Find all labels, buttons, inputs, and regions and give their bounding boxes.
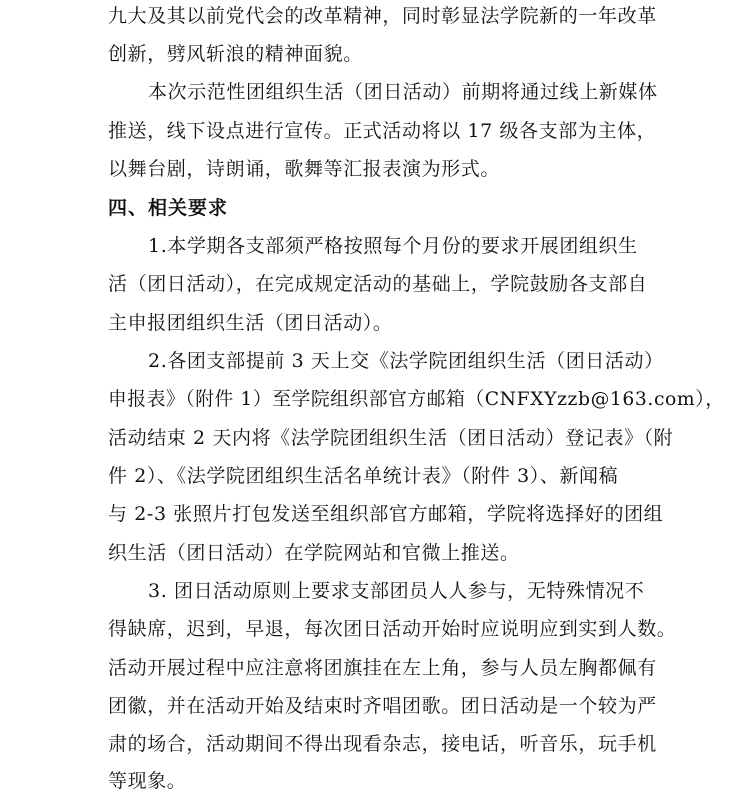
paragraph-start-line: 1.本学期各支部须严格按照每个月份的要求开展团组织生 (148, 235, 638, 257)
text-line: 以舞台剧，诗朗诵，歌舞等汇报表演为形式。 (108, 158, 501, 180)
text-line: 申报表》（附件 1）至学院组织部官方邮箱（CNFXYzzb@163.com）， (108, 388, 725, 410)
paragraph-start-line: 3. 团日活动原则上要求支部团员人人参与，无特殊情况不 (148, 580, 645, 602)
text-line: 创新，劈风斩浪的精神面貌。 (108, 43, 363, 65)
text-line: 织生活（团日活动）在学院网站和官微上推送。 (108, 542, 520, 564)
text-line: 活动开展过程中应注意将团旗挂在左上角，参与人员左胸都佩有 (108, 657, 657, 679)
text-line: 与 2-3 张照片打包发送至组织部官方邮箱，学院将选择好的团组 (108, 503, 664, 525)
text-line: 件 2）、《法学院团组织生活名单统计表》（附件 3）、新闻稿 (108, 465, 619, 487)
text-line: 九大及其以前党代会的改革精神，同时彰显法学院新的一年改革 (108, 5, 657, 27)
paragraph-start-line: 2.各团支部提前 3 天上交《法学院团组织生活（团日活动） (148, 350, 664, 372)
text-line: 活动结束 2 天内将《法学院团组织生活（团日活动）登记表》（附 (108, 427, 674, 449)
text-line: 主申报团组织生活（团日活动）。 (108, 312, 393, 334)
text-line: 推送，线下设点进行宣传。正式活动将以 17 级各支部为主体， (108, 120, 657, 142)
section-heading: 四、相关要求 (108, 197, 229, 219)
text-line: 活（团日活动），在完成规定活动的基础上，学院鼓励各支部自 (108, 273, 648, 295)
paragraph-start-line: 本次示范性团组织生活（团日活动）前期将通过线上新媒体 (148, 81, 658, 103)
text-line: 肃的场合，活动期间不得出现看杂志，接电话，听音乐，玩手机 (108, 733, 657, 755)
text-line: 团徽，并在活动开始及结束时齐唱团歌。团日活动是一个较为严 (108, 695, 657, 717)
text-line: 等现象。 (108, 770, 187, 792)
text-line: 得缺席，迟到，早退，每次团日活动开始时应说明应到实到人数。 (108, 618, 677, 640)
